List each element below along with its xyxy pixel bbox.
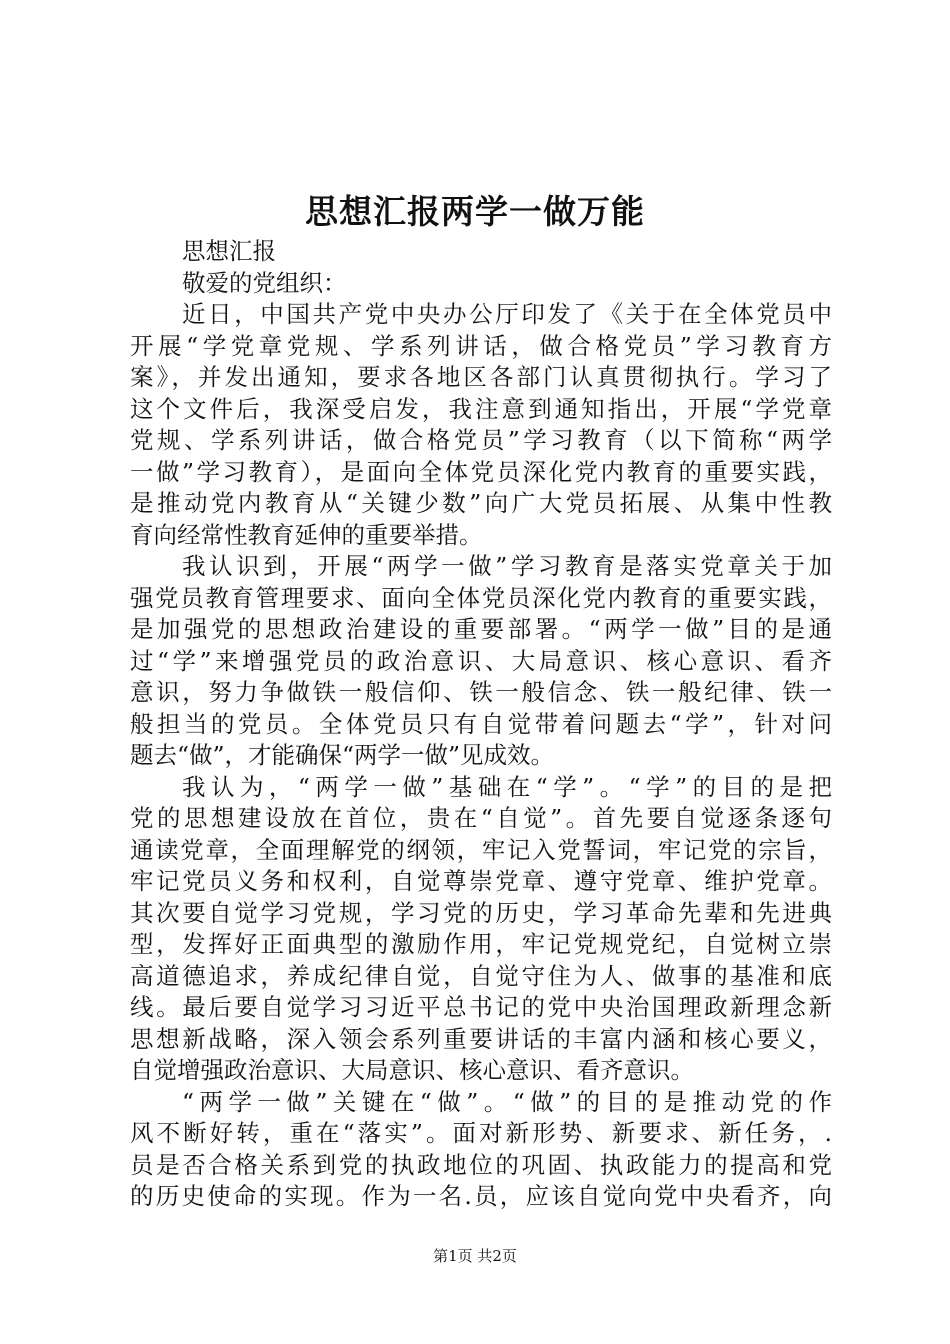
text-line: 一做”学习教育），是面向全体党员深化党内教育的重要实践， bbox=[130, 457, 832, 486]
text-line: 过“学”来增强党员的政治意识、大局意识、核心意识、看齐 bbox=[130, 646, 832, 675]
text-line: 通读党章，全面理解党的纲领，牢记入党誓词，牢记党的宗旨， bbox=[130, 835, 832, 864]
text-line: 强党员教育管理要求、面向全体党员深化党内教育的重要实践， bbox=[130, 583, 832, 612]
text-line: 线。最后要自觉学习习近平总书记的党中央治国理政新理念新 bbox=[130, 993, 832, 1021]
text-line: 意识，努力争做铁一般信仰、铁一般信念、铁一般纪律、铁一 bbox=[130, 678, 832, 706]
text-line: 党的思想建设放在首位，贵在“自觉”。首先要自觉逐条逐句 bbox=[130, 804, 832, 832]
text-line: 我认为，“两学一做”基础在“学”。“学”的目的是把 bbox=[182, 772, 832, 801]
text-line: 其次要自觉学习党规，学习党的历史，学习革命先辈和先进典 bbox=[130, 898, 832, 927]
text-line: 的历史使命的实现。作为一名.员，应该自觉向党中央看齐，向 bbox=[130, 1182, 832, 1210]
text-line: 这个文件后，我深受启发，我注意到通知指出，开展“学党章 bbox=[130, 394, 832, 423]
text-line: 近日，中国共产党中央办公厅印发了《关于在全体党员中 bbox=[182, 300, 832, 328]
text-line: 我认识到，开展“两学一做”学习教育是落实党章关于加 bbox=[182, 552, 832, 580]
text-line: 思想新战略，深入领会系列重要讲话的丰富内涵和核心要义， bbox=[130, 1024, 832, 1053]
text-line: 育向经常性教育延伸的重要举措。 bbox=[130, 520, 483, 549]
text-line: 自觉增强政治意识、大局意识、核心意识、看齐意识。 bbox=[130, 1056, 694, 1084]
page-footer: 第1页 共2页 bbox=[433, 1247, 517, 1265]
text-line: 党规、学系列讲话，做合格党员”学习教育（以下简称“两学 bbox=[130, 426, 832, 454]
text-line: 案》，并发出通知，要求各地区各部门认真贯彻执行。学习了 bbox=[130, 363, 832, 391]
text-line: 是推动党内教育从“关键少数”向广大党员拓展、从集中性教 bbox=[130, 489, 832, 517]
text-line: 是加强党的思想政治建设的重要部署。“两学一做”目的是通 bbox=[130, 615, 832, 643]
text-line: 敬爱的党组织： bbox=[182, 268, 347, 297]
document-title: 思想汇报两学一做万能 bbox=[305, 192, 645, 231]
text-line: 开展“学党章党规、学系列讲话，做合格党员”学习教育方 bbox=[130, 331, 832, 360]
text-line: 风不断好转，重在“落实”。面对新形势、新要求、新任务，. bbox=[130, 1119, 832, 1147]
text-line: 型，发挥好正面典型的激励作用，牢记党规党纪，自觉树立崇 bbox=[130, 930, 832, 958]
text-line: “两学一做”关键在“做”。“做”的目的是推动党的作 bbox=[182, 1087, 832, 1116]
text-line: 般担当的党员。全体党员只有自觉带着问题去“学”，针对问 bbox=[130, 709, 832, 738]
text-line: 题去“做”，才能确保“两学一做”见成效。 bbox=[130, 741, 555, 769]
text-line: 高道德追求，养成纪律自觉，自觉守住为人、做事的基准和底 bbox=[130, 961, 832, 990]
text-line: 牢记党员义务和权利，自觉尊崇党章、遵守党章、维护党章。 bbox=[130, 867, 832, 895]
document-body bbox=[130, 236, 832, 1213]
text-line: 员是否合格关系到党的执政地位的巩固、执政能力的提高和党 bbox=[130, 1150, 832, 1179]
text-line: 思想汇报 bbox=[182, 237, 276, 265]
